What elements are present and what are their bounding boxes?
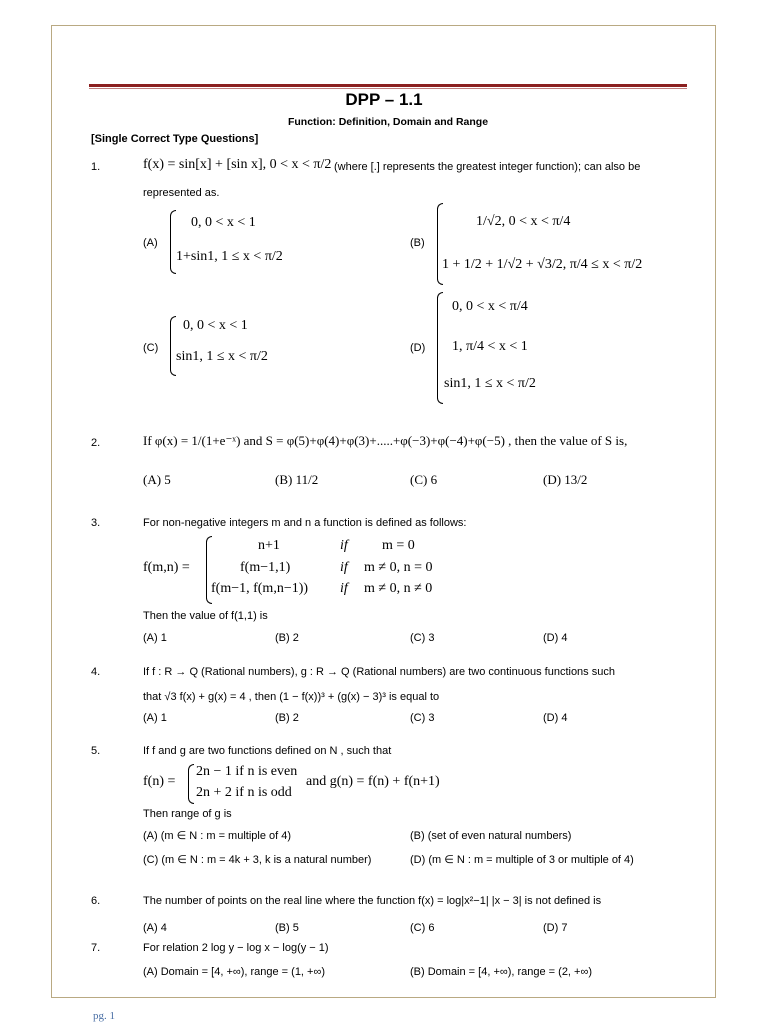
q3-number: 3. bbox=[91, 517, 101, 529]
q1-b-brace bbox=[437, 203, 443, 285]
q7-stem: For relation 2 log y − log x − log(y − 1) bbox=[143, 942, 329, 954]
q5-brace bbox=[188, 764, 194, 804]
q1-d-row3: sin1, 1 ≤ x < π/2 bbox=[444, 376, 536, 391]
q5-r1: 2n − 1 if n is even bbox=[196, 764, 298, 779]
q1-d-brace bbox=[437, 292, 443, 404]
page-subtitle: Function: Definition, Domain and Range bbox=[287, 116, 489, 128]
q5-option-b: (B) (set of even natural numbers) bbox=[410, 830, 572, 842]
q3-r2a: f(m−1,1) bbox=[240, 560, 291, 575]
q1-stem-text: (where [.] represents the greatest integer function); can also be bbox=[334, 161, 641, 173]
q3-r1a: n+1 bbox=[258, 538, 280, 553]
q6-number: 6. bbox=[91, 895, 101, 907]
header-rule bbox=[89, 84, 687, 87]
q3-stem: For non-negative integers m and n a function is defined as follows: bbox=[143, 517, 467, 529]
q3-r2c: m ≠ 0, n = 0 bbox=[364, 560, 433, 575]
q5-line1: If f and g are two functions defined on N , such that bbox=[143, 745, 392, 757]
q6-option-b: (B) 5 bbox=[275, 922, 299, 934]
q4-line1: If f : R → Q (Rational numbers), g : R → Q (Rational numbers) are two continuous functions such bbox=[143, 666, 615, 678]
q3-lhs: f(m,n) = bbox=[143, 560, 190, 575]
q1-a-row2: 1+sin1, 1 ≤ x < π/2 bbox=[176, 249, 283, 264]
q3-option-b: (B) 2 bbox=[275, 632, 299, 644]
q1-number: 1. bbox=[91, 161, 101, 173]
page-number: pg. 1 bbox=[93, 1010, 115, 1022]
q1-option-c-label: (C) bbox=[143, 342, 159, 354]
q1-a-row1: 0, 0 < x < 1 bbox=[191, 215, 256, 230]
q2-stem: If φ(x) = 1/(1+e⁻ˣ) and S = φ(5)+φ(4)+φ(3)+.....+φ(−3)+φ(−4)+φ(−5) , then the value of S is, bbox=[143, 433, 628, 448]
q4-option-b: (B) 2 bbox=[275, 712, 299, 724]
q4-number: 4. bbox=[91, 666, 101, 678]
q5-tail: and g(n) = f(n) + f(n+1) bbox=[306, 774, 440, 789]
page-title: DPP – 1.1 bbox=[345, 90, 423, 109]
q1-a-brace bbox=[170, 210, 176, 274]
q2-option-a: (A) 5 bbox=[143, 472, 171, 487]
q3-r3c: m ≠ 0, n ≠ 0 bbox=[364, 581, 433, 596]
q3-r3b: if bbox=[340, 581, 348, 596]
q4-option-a: (A) 1 bbox=[143, 712, 167, 724]
q1-b-row2: 1 + 1/2 + 1/√2 + √3/2, π/4 ≤ x < π/2 bbox=[442, 257, 643, 272]
q3-option-c: (C) 3 bbox=[410, 632, 435, 644]
q4-line2: that √3 f(x) + g(x) = 4 , then (1 − f(x))³ + (g(x) − 3)³ is equal to bbox=[143, 691, 440, 703]
q3-r3a: f(m−1, f(m,n−1)) bbox=[211, 581, 309, 596]
q1-option-d-label: (D) bbox=[410, 342, 426, 354]
q5-option-a: (A) (m ∈ N : m = multiple of 4) bbox=[143, 830, 292, 842]
q5-r2: 2n + 2 if n is odd bbox=[196, 785, 292, 800]
q1-c-row1: 0, 0 < x < 1 bbox=[183, 318, 248, 333]
q5-option-d: (D) (m ∈ N : m = multiple of 3 or multiple of 4) bbox=[410, 854, 634, 866]
q2-option-b: (B) 11/2 bbox=[275, 472, 319, 487]
q1-stem-text2: represented as. bbox=[143, 187, 220, 199]
q3-r2b: if bbox=[340, 560, 348, 575]
q3-r1c: m = 0 bbox=[382, 538, 415, 553]
q1-c-brace bbox=[170, 316, 176, 376]
q3-option-d: (D) 4 bbox=[543, 632, 568, 644]
q6-stem: The number of points on the real line where the function f(x) = log|x²−1| |x − 3| is not defined is bbox=[143, 895, 602, 907]
header-rule-thin bbox=[89, 88, 687, 89]
q5-option-c: (C) (m ∈ N : m = 4k + 3, k is a natural number) bbox=[143, 854, 372, 866]
section-heading: [Single Correct Type Questions] bbox=[91, 133, 259, 145]
q1-c-row2: sin1, 1 ≤ x < π/2 bbox=[176, 349, 268, 364]
q1-stem-math: f(x) = sin[x] + [sin x], 0 < x < π/2 bbox=[143, 157, 332, 172]
q1-d-row1: 0, 0 < x < π/4 bbox=[452, 299, 528, 314]
q1-b-row1: 1/√2, 0 < x < π/4 bbox=[476, 214, 571, 229]
q4-option-c: (C) 3 bbox=[410, 712, 435, 724]
q3-then: Then the value of f(1,1) is bbox=[143, 610, 268, 622]
q3-r1b: if bbox=[340, 538, 348, 553]
q6-option-c: (C) 6 bbox=[410, 922, 435, 934]
q6-option-d: (D) 7 bbox=[543, 922, 568, 934]
q7-number: 7. bbox=[91, 942, 101, 954]
q2-option-d: (D) 13/2 bbox=[543, 472, 588, 487]
q3-option-a: (A) 1 bbox=[143, 632, 167, 644]
q7-option-b: (B) Domain = [4, +∞), range = (2, +∞) bbox=[410, 966, 592, 978]
q1-d-row2: 1, π/4 < x < 1 bbox=[452, 339, 528, 354]
q5-number: 5. bbox=[91, 745, 101, 757]
q4-option-d: (D) 4 bbox=[543, 712, 568, 724]
q5-lhs: f(n) = bbox=[143, 774, 176, 789]
q1-option-a-label: (A) bbox=[143, 237, 158, 249]
q5-then: Then range of g is bbox=[143, 808, 232, 820]
q7-option-a: (A) Domain = [4, +∞), range = (1, +∞) bbox=[143, 966, 325, 978]
q6-option-a: (A) 4 bbox=[143, 922, 167, 934]
q2-option-c: (C) 6 bbox=[410, 472, 438, 487]
q2-number: 2. bbox=[91, 437, 101, 449]
q1-option-b-label: (B) bbox=[410, 237, 425, 249]
